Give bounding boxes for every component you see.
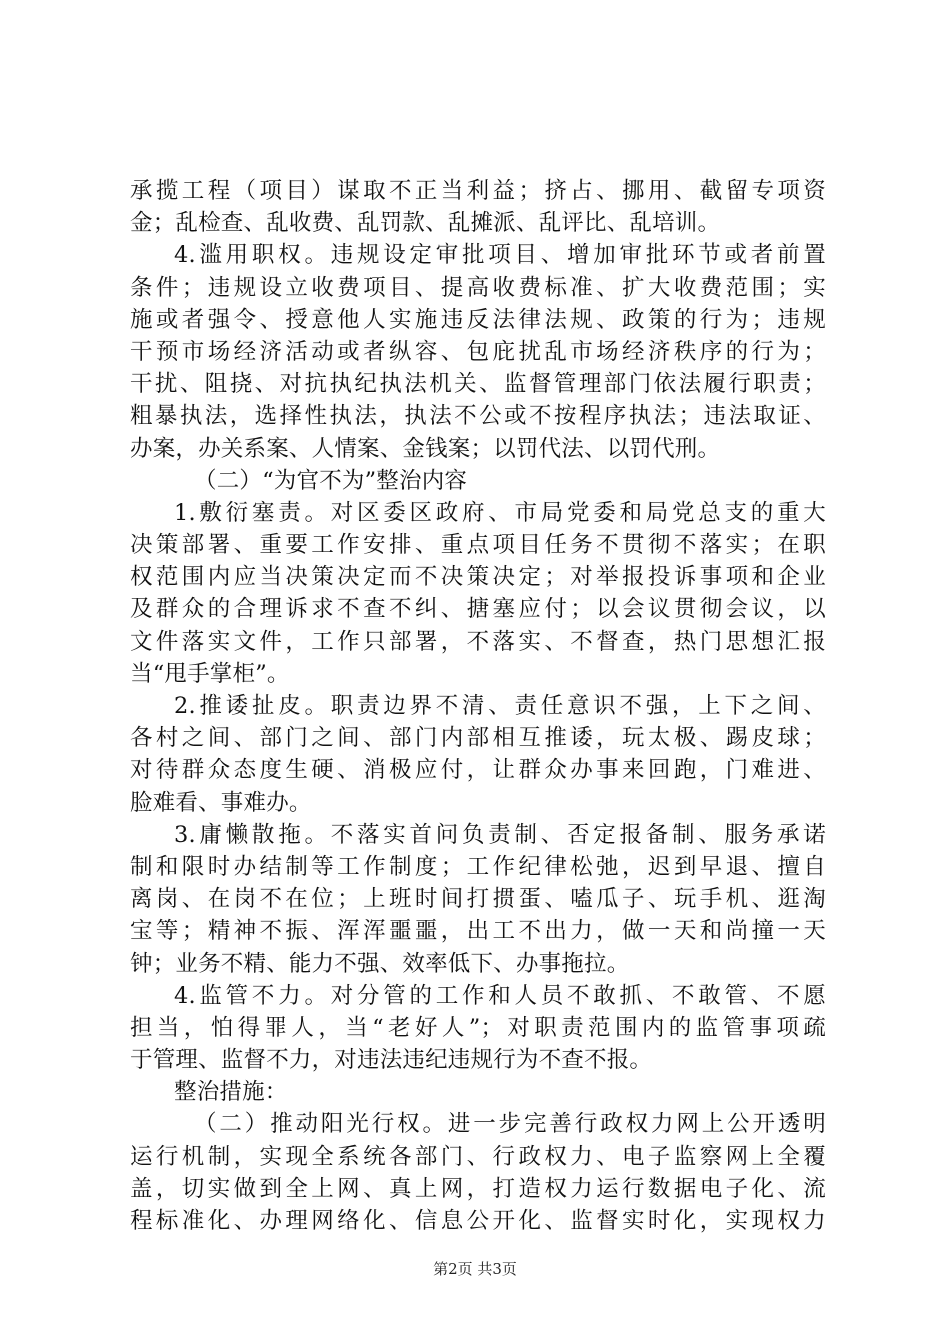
text-line: 及群众的合理诉求不查不纠、搪塞应付；以会议贯彻会议，以 bbox=[130, 596, 826, 623]
text-line: 于管理、监督不力，对违法违纪违规行为不查不报。 bbox=[130, 1047, 653, 1074]
text-line: 金；乱检查、乱收费、乱罚款、乱摊派、乱评比、乱培训。 bbox=[130, 210, 721, 237]
text-line: 担当，怕得罪人，当“老好人”；对职责范围内的监管事项疏 bbox=[130, 1014, 826, 1041]
text-line: 决策部署、重要工作安排、重点项目任务不贯彻不落实；在职 bbox=[130, 532, 826, 559]
text-line: 粗暴执法，选择性执法，执法不公或不按程序执法；违法取证、 bbox=[130, 403, 826, 430]
text-line: 制和限时办结制等工作制度；工作纪律松弛，迟到早退、擅自 bbox=[130, 853, 826, 880]
text-line: 办案，办关系案、人情案、金钱案；以罚代法、以罚代刑。 bbox=[130, 435, 721, 462]
text-line: 3.庸懒散拖。不落实首问负责制、否定报备制、服务承诺 bbox=[174, 821, 826, 848]
text-line: 脸难看、事难办。 bbox=[130, 789, 312, 816]
text-line: 4.监管不力。对分管的工作和人员不敢抓、不敢管、不愿 bbox=[174, 982, 826, 1009]
text-line: （二）推动阳光行权。进一步完善行政权力网上公开透明 bbox=[194, 1111, 826, 1138]
document-body bbox=[130, 175, 826, 1237]
text-line: 对待群众态度生硬、消极应付，让群众办事来回跑，门难进、 bbox=[130, 757, 826, 784]
text-line: 盖，切实做到全上网、真上网，打造权力运行数据电子化、流 bbox=[130, 1175, 826, 1202]
text-line: 4.滥用职权。违规设定审批项目、增加审批环节或者前置 bbox=[174, 242, 826, 269]
text-line: 1.敷衍塞责。对区委区政府、市局党委和局党总支的重大 bbox=[174, 499, 826, 526]
text-line: 宝等；精神不振、浑浑噩噩，出工不出力，做一天和尚撞一天 bbox=[130, 918, 826, 945]
text-line: 2.推诿扯皮。职责边界不清、责任意识不强，上下之间、 bbox=[174, 693, 826, 719]
text-line: 承揽工程（项目）谋取不正当利益；挤占、挪用、截留专项资 bbox=[130, 178, 826, 204]
text-line: 运行机制，实现全系统各部门、行政权力、电子监察网上全覆 bbox=[130, 1143, 826, 1170]
section-heading: 整治措施： bbox=[174, 1079, 288, 1106]
text-line: 权范围内应当决策决定而不决策决定；对举报投诉事项和企业 bbox=[130, 564, 826, 591]
text-line: 干预市场经济活动或者纵容、包庇扰乱市场经济秩序的行为； bbox=[130, 338, 826, 365]
text-line: 文件落实文件，工作只部署，不落实、不督查，热门思想汇报 bbox=[130, 628, 826, 655]
section-heading: （二）“为官不为”整治内容 bbox=[194, 467, 468, 494]
text-line: 条件；违规设立收费项目、提高收费标准、扩大收费范围；实 bbox=[130, 274, 826, 301]
text-line: 各村之间、部门之间、部门内部相互推诿，玩太极、踢皮球； bbox=[130, 725, 826, 752]
text-line: 当“甩手掌柜”。 bbox=[130, 660, 290, 687]
page-footer: 第2页 共3页 bbox=[433, 1260, 517, 1278]
text-line: 钟；业务不精、能力不强、效率低下、办事拖拉。 bbox=[130, 950, 630, 977]
text-line: 干扰、阻挠、对抗执纪执法机关、监督管理部门依法履行职责； bbox=[130, 371, 826, 398]
text-line: 离岗、在岗不在位；上班时间打掼蛋、嗑瓜子、玩手机、逛淘 bbox=[130, 886, 826, 913]
text-line: 施或者强令、授意他人实施违反法律法规、政策的行为；违规 bbox=[130, 306, 826, 333]
text-line: 程标准化、办理网络化、信息公开化、监督实时化，实现权力 bbox=[130, 1208, 826, 1234]
